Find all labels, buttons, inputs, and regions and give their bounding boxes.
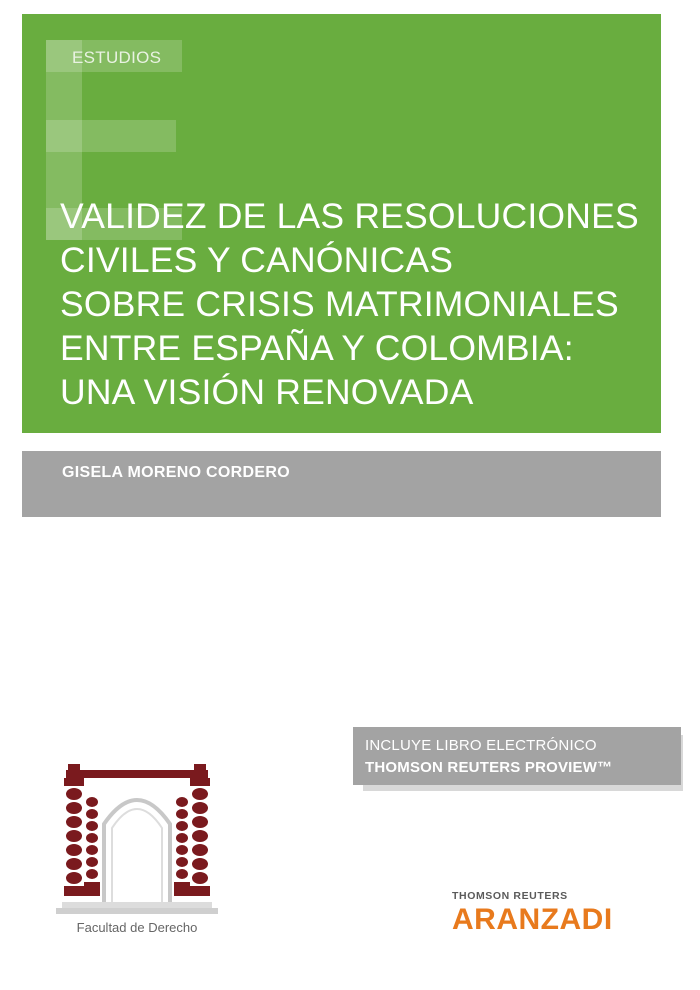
faculty-label: Facultad de Derecho: [76, 920, 198, 935]
title-line: ENTRE ESPAÑA Y COLOMBIA:: [60, 328, 574, 368]
ebook-badge-box: [353, 727, 681, 785]
title-line: CIVILES Y CANÓNICAS: [60, 240, 454, 280]
ebook-badge: [353, 727, 681, 785]
publisher-main-text: ARANZADI: [452, 903, 613, 936]
publisher-top-text: THOMSON REUTERS: [452, 890, 568, 902]
title-line: VALIDEZ DE LAS RESOLUCIONES: [60, 196, 639, 236]
title-line: UNA VISIÓN RENOVADA: [60, 372, 474, 412]
author-name: GISELA MORENO CORDERO: [62, 464, 290, 481]
author-band: [22, 451, 661, 517]
ebook-line-1: INCLUYE LIBRO ELECTRÓNICO: [365, 737, 597, 754]
title-panel: [22, 14, 661, 433]
ebook-line-2: THOMSON REUTERS PROVIEW™: [365, 759, 613, 776]
arch-columns-logo-icon: [48, 762, 226, 918]
faculty-logo: [48, 762, 226, 942]
publisher-logo: [452, 890, 632, 936]
title-line: SOBRE CRISIS MATRIMONIALES: [60, 284, 619, 324]
series-label: ESTUDIOS: [72, 48, 162, 67]
book-title: [60, 194, 650, 414]
